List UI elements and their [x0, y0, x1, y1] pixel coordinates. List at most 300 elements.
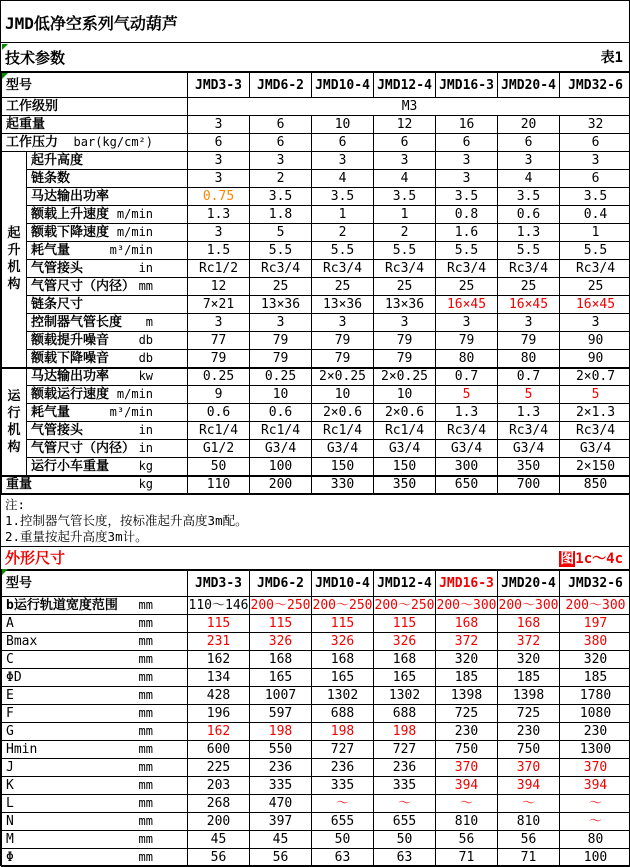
row-label-cell — [27, 224, 188, 242]
value-cell: 5.5 — [436, 242, 498, 260]
row-label: E — [6, 688, 14, 703]
value-cell: 1302 — [374, 686, 436, 704]
value-cell: 0.6 — [188, 404, 250, 422]
table-row — [2, 116, 630, 134]
row-label: 型号 — [6, 78, 32, 93]
value-cell: 3.5 — [436, 188, 498, 206]
row-label-wrap — [2, 135, 187, 150]
table-row — [2, 668, 630, 686]
value-cell: 231 — [188, 632, 250, 650]
value-cell: 320 — [498, 650, 560, 668]
unit-label: mm — [139, 760, 153, 775]
value-cell: 300 — [436, 458, 498, 476]
value-cell: 372 — [436, 632, 498, 650]
value-cell: 1007 — [250, 686, 312, 704]
value-cell: 25 — [312, 278, 374, 296]
value-cell: 45 — [250, 830, 312, 848]
row-label: 额载提升噪音 — [31, 333, 109, 348]
value-cell: 597 — [250, 704, 312, 722]
unit-label: in — [139, 441, 153, 456]
value-cell: 5 — [250, 224, 312, 242]
value-cell: 1.8 — [250, 206, 312, 224]
row-label-cell — [27, 278, 188, 296]
row-label-cell — [2, 116, 188, 134]
value-cell: 115 — [374, 614, 436, 632]
value-cell: 230 — [436, 722, 498, 740]
outline-dimensions-table — [1, 570, 630, 867]
row-label-wrap — [2, 634, 187, 649]
unit-label: db — [139, 333, 153, 348]
value-cell: 1398 — [436, 686, 498, 704]
row-label: 气管接头 — [31, 423, 83, 438]
unit-label: mm — [139, 688, 153, 703]
value-cell: 115 — [312, 614, 374, 632]
model-header-cell: JMD12-4 — [374, 570, 436, 596]
table-row — [2, 332, 630, 350]
value-cell: 1300 — [560, 740, 630, 758]
value-cell: 394 — [436, 776, 498, 794]
table-row — [2, 704, 630, 722]
row-label-wrap — [2, 814, 187, 829]
table-row — [2, 296, 630, 314]
value-cell: 397 — [250, 812, 312, 830]
value-cell: 2×0.7 — [560, 368, 630, 386]
row-label-wrap — [27, 297, 187, 312]
row-label-cell — [2, 812, 188, 830]
value-cell: Rc3/4 — [560, 260, 630, 278]
table-row — [2, 758, 630, 776]
value-cell: 2×150 — [560, 458, 630, 476]
value-cell: 1.3 — [498, 404, 560, 422]
value-cell: 25 — [250, 278, 312, 296]
value-cell: 110 — [188, 476, 250, 494]
value-cell: Rc3/4 — [312, 260, 374, 278]
value-cell: 80 — [498, 350, 560, 368]
value-cell: 2×0.6 — [374, 404, 436, 422]
row-label: 起升高度 — [31, 153, 83, 168]
models-header-row — [2, 73, 630, 98]
unit-label: m³/min — [110, 405, 153, 420]
value-cell: ～ — [560, 794, 630, 812]
row-label: M — [6, 832, 14, 847]
model-col-header — [2, 570, 188, 596]
value-cell: 236 — [312, 758, 374, 776]
group-label-char: 行 — [7, 405, 20, 422]
value-cell: 79 — [374, 332, 436, 350]
value-cell: 71 — [436, 848, 498, 866]
value-cell: 1.6 — [436, 224, 498, 242]
value-cell: 2 — [374, 224, 436, 242]
unit-label: mm — [139, 814, 153, 829]
group-label-hoist — [2, 152, 27, 368]
row-label-wrap — [27, 261, 187, 276]
value-cell: 162 — [188, 722, 250, 740]
value-cell: 79 — [312, 332, 374, 350]
row-label-wrap — [2, 616, 187, 631]
unit-label: mm — [139, 652, 153, 667]
value-cell: 3 — [374, 152, 436, 170]
value-cell: 225 — [188, 758, 250, 776]
row-label-wrap — [27, 351, 187, 366]
value-cell: 45 — [188, 830, 250, 848]
unit-label: in — [139, 261, 153, 276]
value-cell: 725 — [498, 704, 560, 722]
unit-label: bar(kg/cm²) — [74, 135, 153, 150]
value-cell: 2×1.3 — [560, 404, 630, 422]
value-cell: 3 — [374, 314, 436, 332]
table-row — [2, 848, 630, 866]
value-cell: ～ — [436, 794, 498, 812]
value-cell: 150 — [312, 458, 374, 476]
value-cell: 3 — [188, 170, 250, 188]
row-label-cell — [2, 596, 188, 614]
value-cell: 700 — [498, 476, 560, 494]
value-cell: 1 — [374, 206, 436, 224]
value-cell: 90 — [560, 332, 630, 350]
value-cell: 79 — [436, 332, 498, 350]
table-row — [2, 260, 630, 278]
value-cell: 1080 — [560, 704, 630, 722]
row-label-wrap — [2, 652, 187, 667]
group-label-char: 起 — [7, 225, 20, 242]
value-cell: 230 — [560, 722, 630, 740]
table-row — [2, 386, 630, 404]
value-cell: 810 — [436, 812, 498, 830]
value-cell: 50 — [188, 458, 250, 476]
notes-heading: 注: — [5, 497, 629, 513]
merged-value-cell: M3 — [188, 98, 630, 116]
table-row — [2, 812, 630, 830]
value-cell: 1 — [312, 206, 374, 224]
figure-reference-tag — [559, 548, 623, 568]
table-row — [2, 404, 630, 422]
group-vertical-text — [2, 388, 26, 456]
value-cell: 185 — [498, 668, 560, 686]
value-cell: 394 — [498, 776, 560, 794]
value-cell: 9 — [188, 386, 250, 404]
value-cell: 394 — [560, 776, 630, 794]
excel-corner-marker — [2, 569, 8, 575]
value-cell: 79 — [250, 350, 312, 368]
value-cell: 3 — [498, 152, 560, 170]
value-cell: ～ — [374, 794, 436, 812]
value-cell: 1 — [560, 224, 630, 242]
unit-label: mm — [139, 742, 153, 757]
value-cell: 115 — [188, 614, 250, 632]
value-cell: 3 — [188, 224, 250, 242]
value-cell: 16×45 — [498, 296, 560, 314]
value-cell: 50 — [312, 830, 374, 848]
row-label-wrap — [27, 441, 187, 456]
unit-label: mm — [139, 670, 153, 685]
value-cell: 5.5 — [374, 242, 436, 260]
row-label-wrap — [27, 153, 187, 168]
row-label: 额载下降噪音 — [31, 351, 109, 366]
value-cell: 230 — [498, 722, 560, 740]
table-row — [2, 476, 630, 494]
row-label: 气管接头 — [31, 261, 83, 276]
value-cell: 100 — [250, 458, 312, 476]
value-cell: 335 — [374, 776, 436, 794]
value-cell: 3 — [312, 314, 374, 332]
row-label-wrap — [27, 279, 187, 294]
value-cell: 320 — [436, 650, 498, 668]
row-label: 运行小车重量 — [31, 459, 109, 474]
value-cell: 6 — [436, 134, 498, 152]
value-cell: 25 — [560, 278, 630, 296]
row-label: 耗气量 — [31, 243, 70, 258]
row-label-cell — [27, 422, 188, 440]
row-label: 控制器气管长度 — [31, 315, 122, 330]
row-label-cell — [27, 296, 188, 314]
row-label: 马达输出功率 — [31, 189, 109, 204]
group-label-char: 升 — [7, 242, 20, 259]
row-label-cell — [27, 206, 188, 224]
row-label: L — [6, 796, 14, 811]
table-row — [2, 632, 630, 650]
row-label-cell — [2, 476, 188, 494]
value-cell: 79 — [188, 350, 250, 368]
row-label-wrap — [27, 189, 187, 204]
value-cell: ～ — [312, 794, 374, 812]
value-cell: 3.5 — [312, 188, 374, 206]
row-label-wrap — [2, 796, 187, 811]
model-header-cell: JMD16-3 — [436, 570, 498, 596]
value-cell: 56 — [436, 830, 498, 848]
value-cell: 5 — [436, 386, 498, 404]
model-header-cell: JMD6-2 — [250, 73, 312, 98]
row-label: 链条数 — [31, 171, 70, 186]
value-cell: 1398 — [498, 686, 560, 704]
row-label-wrap — [2, 670, 187, 685]
value-cell: 335 — [250, 776, 312, 794]
value-cell: 168 — [374, 650, 436, 668]
value-cell: 1.3 — [498, 224, 560, 242]
value-cell: 750 — [498, 740, 560, 758]
value-cell: 850 — [560, 476, 630, 494]
group-label-travel — [2, 368, 27, 476]
row-label-wrap — [27, 171, 187, 186]
value-cell: 185 — [436, 668, 498, 686]
value-cell: 0.25 — [188, 368, 250, 386]
row-label-cell — [27, 368, 188, 386]
value-cell: 428 — [188, 686, 250, 704]
value-cell: 350 — [498, 458, 560, 476]
value-cell: 185 — [560, 668, 630, 686]
value-cell: 5.5 — [560, 242, 630, 260]
value-cell: 7×21 — [188, 296, 250, 314]
value-cell: 236 — [374, 758, 436, 776]
value-cell: Rc3/4 — [436, 422, 498, 440]
value-cell: 13×36 — [374, 296, 436, 314]
value-cell: 3 — [560, 314, 630, 332]
value-cell: 655 — [312, 812, 374, 830]
row-label-wrap — [27, 225, 187, 240]
value-cell: 200～250 — [312, 596, 374, 614]
value-cell: 326 — [250, 632, 312, 650]
unit-label: mm — [139, 832, 153, 847]
value-cell: 6 — [560, 170, 630, 188]
model-header-cell: JMD20-4 — [498, 570, 560, 596]
table-row — [2, 134, 630, 152]
table-row — [2, 458, 630, 476]
row-label-cell — [2, 632, 188, 650]
row-label: K — [6, 778, 14, 793]
table-row — [2, 152, 630, 170]
value-cell: 370 — [560, 758, 630, 776]
value-cell: Rc1/4 — [374, 422, 436, 440]
row-label-cell — [2, 134, 188, 152]
value-cell: 162 — [188, 650, 250, 668]
row-label-wrap — [2, 78, 187, 93]
value-cell: 2 — [250, 170, 312, 188]
value-cell: Rc3/4 — [250, 260, 312, 278]
value-cell: 3 — [560, 152, 630, 170]
value-cell: 3 — [188, 116, 250, 134]
model-header-cell: JMD10-4 — [312, 570, 374, 596]
value-cell: 0.7 — [436, 368, 498, 386]
value-cell: 168 — [250, 650, 312, 668]
unit-label: mm — [139, 616, 153, 631]
value-cell: 200～300 — [436, 596, 498, 614]
value-cell: G3/4 — [436, 440, 498, 458]
row-label-cell — [2, 758, 188, 776]
value-cell: 200～250 — [250, 596, 312, 614]
row-label-cell — [2, 776, 188, 794]
value-cell: 79 — [250, 332, 312, 350]
value-cell: 810 — [498, 812, 560, 830]
row-label: 工作压力 — [6, 135, 58, 150]
value-cell: 79 — [374, 350, 436, 368]
value-cell: 4 — [312, 170, 374, 188]
unit-label: kg — [139, 459, 153, 474]
row-label: Bmax — [6, 634, 37, 649]
row-label-wrap — [27, 243, 187, 258]
row-label: Hmin — [6, 742, 37, 757]
models-header-row — [2, 570, 630, 596]
table-row — [2, 206, 630, 224]
value-cell: 655 — [374, 812, 436, 830]
row-label: F — [6, 706, 14, 721]
value-cell: 3 — [436, 170, 498, 188]
value-cell: 335 — [312, 776, 374, 794]
value-cell: 330 — [312, 476, 374, 494]
value-cell: 4 — [374, 170, 436, 188]
value-cell: 110～146 — [188, 596, 250, 614]
row-label-cell — [27, 314, 188, 332]
row-label: 链条尺寸 — [31, 297, 83, 312]
table-row — [2, 422, 630, 440]
value-cell: G1/2 — [188, 440, 250, 458]
value-cell: 20 — [498, 116, 560, 134]
row-label-wrap — [2, 760, 187, 775]
row-label-cell — [27, 332, 188, 350]
table-row — [2, 350, 630, 368]
model-header-cell: JMD10-4 — [312, 73, 374, 98]
row-label: 马达输出功率 — [31, 369, 109, 384]
row-label-cell — [2, 98, 188, 116]
value-cell: 25 — [498, 278, 560, 296]
value-cell: 0.6 — [250, 404, 312, 422]
table-row — [2, 278, 630, 296]
value-cell: 150 — [374, 458, 436, 476]
model-header-cell: JMD3-3 — [188, 570, 250, 596]
row-label-wrap — [2, 117, 187, 132]
unit-label: m — [146, 315, 153, 330]
value-cell: 3 — [188, 314, 250, 332]
value-cell: 165 — [374, 668, 436, 686]
value-cell: Rc1/4 — [250, 422, 312, 440]
row-label-wrap — [2, 742, 187, 757]
value-cell: G3/4 — [374, 440, 436, 458]
unit-label: mm — [139, 706, 153, 721]
value-cell: 168 — [436, 614, 498, 632]
value-cell: Rc1/4 — [188, 422, 250, 440]
value-cell: 1.3 — [188, 206, 250, 224]
value-cell: 50 — [374, 830, 436, 848]
value-cell: 200～300 — [560, 596, 630, 614]
value-cell: 2×0.6 — [312, 404, 374, 422]
value-cell: 63 — [374, 848, 436, 866]
table-row — [2, 440, 630, 458]
value-cell: 0.4 — [560, 206, 630, 224]
value-cell: 1302 — [312, 686, 374, 704]
value-cell: 79 — [498, 332, 560, 350]
group-label-char: 机 — [7, 422, 20, 439]
value-cell: Rc1/4 — [312, 422, 374, 440]
value-cell: 4 — [498, 170, 560, 188]
table-row — [2, 722, 630, 740]
value-cell: 0.25 — [250, 368, 312, 386]
group-label-char: 构 — [7, 276, 20, 293]
value-cell: 6 — [498, 134, 560, 152]
value-cell: Rc3/4 — [560, 422, 630, 440]
value-cell: 5.5 — [312, 242, 374, 260]
value-cell: 370 — [436, 758, 498, 776]
value-cell: 268 — [188, 794, 250, 812]
dims-section-header — [1, 547, 629, 570]
row-label-cell — [27, 170, 188, 188]
row-label-cell — [27, 242, 188, 260]
table-row — [2, 170, 630, 188]
value-cell: 380 — [560, 632, 630, 650]
table-row — [2, 242, 630, 260]
value-cell: 5.5 — [498, 242, 560, 260]
value-cell: 6 — [250, 116, 312, 134]
value-cell: 134 — [188, 668, 250, 686]
row-label: 起重量 — [6, 117, 45, 132]
row-label: 额载下降速度 — [31, 225, 109, 240]
unit-label: in — [139, 423, 153, 438]
value-cell: 2 — [312, 224, 374, 242]
value-cell: 550 — [250, 740, 312, 758]
unit-label: m³/min — [110, 243, 153, 258]
value-cell: 0.7 — [498, 368, 560, 386]
row-label-wrap — [27, 333, 187, 348]
row-label: 工作级别 — [6, 99, 58, 114]
value-cell: 350 — [374, 476, 436, 494]
value-cell: 320 — [560, 650, 630, 668]
value-cell: 3 — [312, 152, 374, 170]
excel-corner-marker — [2, 44, 8, 50]
value-cell: 165 — [312, 668, 374, 686]
table-row — [2, 776, 630, 794]
value-cell: 196 — [188, 704, 250, 722]
unit-label: mm — [139, 796, 153, 811]
sheet-title: JMD低净空系列气动葫芦 — [5, 14, 178, 33]
row-label-wrap — [27, 207, 187, 222]
row-label: 额载上升速度 — [31, 207, 109, 222]
